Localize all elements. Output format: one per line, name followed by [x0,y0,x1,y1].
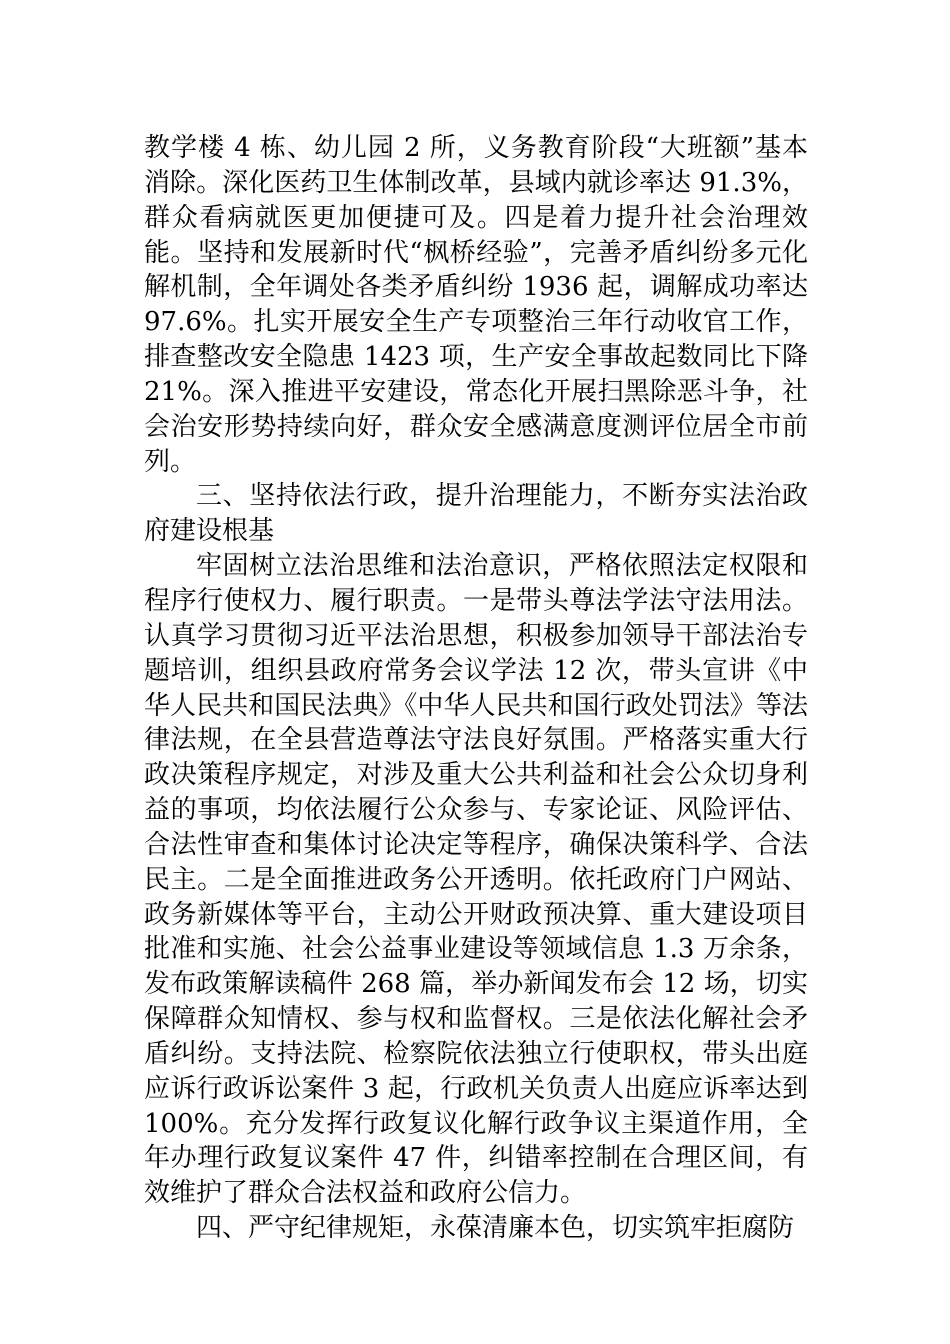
document-page [144,131,808,1246]
section-heading-discipline: 四、严守纪律规矩，永葆清廉本色，切实筑牢拒腐防 [196,1213,795,1244]
section-heading-rule-of-law: 三、坚持依法行政，提升治理能力，不断夯实法治政府建设根基 [144,481,808,547]
paragraph-rule-of-law: 牢固树立法治思维和法治意识，严格依照法定权限和程序行使权力、履行职责。一是带头尊法学法守法用法。认真学习贯彻习近平法治思想，积极参加领导干部法治专题培训，组织县政府常务会议学法 12 次，带头宣讲《中华人民共和国民法典》《中华人民共和国行政处罚法》等法律法规，在全县营造尊法守法良好氛围。严格落实重大行政决策程序规定，对涉及重大公共利益和社会公众切身利益的事项，均依法履行公众参与、专家论证、风险评估、合法性审查和集体讨论决定等程序，确保决策科学、合法民主。二是全面推进政务公开透明。依托政府门户网站、政务新媒体等平台，主动公开财政预决算、重大建设项目批准和实施、社会公益事业建设等领域信息 1.3 万余条，发布政策解读稿件 268 篇，举办新闻发布会 12 场，切实保障群众知情权、参与权和监督权。三是依法化解社会矛盾纠纷。支持法院、检察院依法独立行使职权，带头出庭应诉行政诉讼案件 3 起，行政机关负责人出庭应诉率达到 100%。充分发挥行政复议化解行政争议主渠道作用，全年办理行政复议案件 47 件，纠错率控制在合理区间，有效维护了群众合法权益和政府公信力。 [144,551,808,1209]
paragraph-social-governance: 教学楼 4 栋、幼儿园 2 所，义务教育阶段“大班额”基本消除。深化医药卫生体制改革，县域内就诊率达 91.3%，群众看病就医更加便捷可及。四是着力提升社会治理效能。坚持和发展新时代“枫桥经验”，完善矛盾纠纷多元化解机制，全年调处各类矛盾纠纷 1936 起，调解成功率达 97.6%。扎实开展安全生产专项整治三年行动收官工作，排查整改安全隐患 1423 项，生产安全事故起数同比下降 21%。深入推进平安建设，常态化开展扫黑除恶斗争，社会治安形势持续向好，群众安全感满意度测评位居全市前列。 [144,133,808,477]
